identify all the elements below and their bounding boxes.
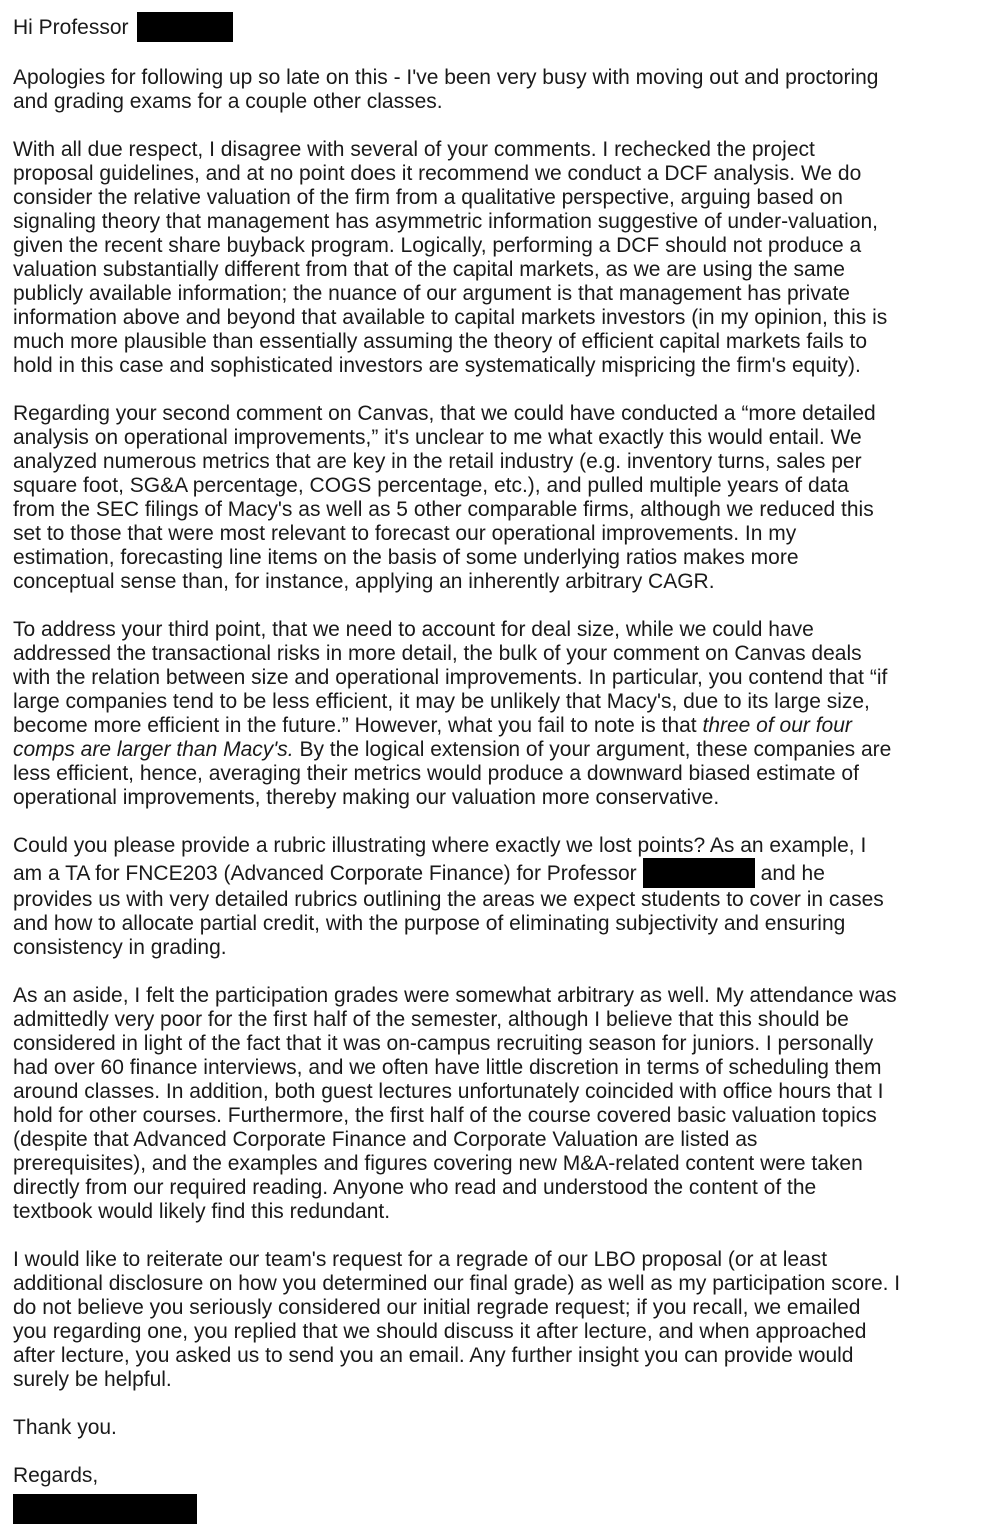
italic-text: comps are larger than Macy's.	[13, 738, 294, 761]
text-line: conceptual sense than, for instance, applying an inherently arbitrary CAGR.	[13, 570, 715, 593]
text-line: prerequisites), and the examples and figures covering new M&A-related content were taken	[13, 1152, 863, 1175]
text-line	[13, 738, 993, 762]
paragraph-regrade	[13, 1248, 993, 1392]
text-line: consider the relative valuation of the firm from a qualitative perspective, arguing based on	[13, 186, 843, 209]
paragraph-deal-size	[13, 618, 993, 810]
paragraph-participation	[13, 984, 993, 1224]
text-line: publicly available information; the nuance of our argument is that management has private	[13, 282, 850, 305]
text-line: To address your third point, that we need to account for deal size, while we could have	[13, 618, 814, 641]
text-line: large companies tend to be less efficient, it may be unlikely that Macy's, due to its large size,	[13, 690, 870, 713]
text-line: given the recent share buyback program. Logically, performing a DCF should not produce a	[13, 234, 862, 257]
text-line: estimation, forecasting line items on the basis of some underlying ratios makes more	[13, 546, 799, 569]
text-line: and grading exams for a couple other classes.	[13, 90, 443, 113]
text-line: around classes. In addition, both guest lectures unfortunately coincided with office hours that I	[13, 1080, 884, 1103]
signature	[13, 1464, 993, 1524]
paragraph-operational	[13, 402, 993, 594]
text-run: and he	[760, 862, 825, 885]
closing	[13, 1416, 993, 1440]
text-line: signaling theory that management has asymmetric information suggestive of under-valuation,	[13, 210, 878, 233]
paragraph-rubric	[13, 834, 993, 960]
text-line: provides us with very detailed rubrics outlining the areas we expect students to cover in cases	[13, 888, 884, 911]
text-line: you regarding one, you replied that we should discuss it after lecture, and when approached	[13, 1320, 867, 1343]
text-line: information above and beyond that available to capital markets investors (in my opinion, this is	[13, 306, 888, 329]
text-line: hold in this case and sophisticated investors are systematically mispricing the firm's equity).	[13, 354, 861, 377]
text-line: with the relation between size and operational improvements. In particular, you contend that “if	[13, 666, 888, 689]
redacted-professor-name	[137, 12, 233, 42]
text-line: square foot, SG&A percentage, COGS percentage, etc.), and pulled multiple years of data	[13, 474, 849, 497]
text-line: considered in light of the fact that it was on-campus recruiting season for juniors. I personally	[13, 1032, 874, 1055]
text-line: analyzed numerous metrics that are key in the retail industry (e.g. inventory turns, sales per	[13, 450, 862, 473]
text-line: additional disclosure on how you determined our final grade) as well as my participation score. I	[13, 1272, 901, 1295]
greeting-text: Hi Professor	[13, 16, 129, 39]
text-line: textbook would likely find this redundant.	[13, 1200, 391, 1223]
text-line: proposal guidelines, and at no point does it recommend we conduct a DCF analysis. We do	[13, 162, 862, 185]
text-line	[13, 858, 993, 888]
text-line: valuation substantially different from that of the capital markets, as we are using the same	[13, 258, 845, 281]
text-run: By the logical extension of your argument, these companies are	[293, 738, 892, 761]
text-line: Could you please provide a rubric illustrating where exactly we lost points? As an example, I	[13, 834, 867, 857]
text-line: much more plausible than essentially assuming the theory of efficient capital markets fails to	[13, 330, 868, 353]
text-line: analysis on operational improvements,” it's unclear to me what exactly this would entail. We	[13, 426, 862, 449]
regards-text: Regards,	[13, 1464, 99, 1487]
text-line: surely be helpful.	[13, 1368, 172, 1391]
thanks-text: Thank you.	[13, 1416, 117, 1439]
greeting	[13, 12, 993, 42]
text-line: had over 60 finance interviews, and we often have little discretion in terms of scheduling them	[13, 1056, 882, 1079]
text-run: become more efficient in the future.” However, what you fail to note is that	[13, 714, 703, 737]
text-line: Apologies for following up so late on this - I've been very busy with moving out and proctoring	[13, 66, 879, 89]
text-line: set to those that were most relevant to forecast our operational improvements. In my	[13, 522, 797, 545]
text-run: am a TA for FNCE203 (Advanced Corporate Finance) for Professor	[13, 862, 637, 885]
paragraph-dcf	[13, 138, 993, 378]
text-line: consistency in grading.	[13, 936, 227, 959]
text-line: directly from our required reading. Anyone who read and understood the content of the	[13, 1176, 817, 1199]
text-line: Regarding your second comment on Canvas, that we could have conducted a “more detailed	[13, 402, 876, 425]
redacted-professor-name	[643, 858, 755, 888]
text-line: and how to allocate partial credit, with the purpose of eliminating subjectivity and ensuring	[13, 912, 846, 935]
text-line: after lecture, you asked us to send you an email. Any further insight you can provide would	[13, 1344, 854, 1367]
paragraph-apology	[13, 66, 993, 114]
text-line: hold for other courses. Furthermore, the first half of the course covered basic valuation topics	[13, 1104, 877, 1127]
text-line: admittedly very poor for the first half of the semester, although I believe that this should be	[13, 1008, 849, 1031]
text-line: With all due respect, I disagree with several of your comments. I rechecked the project	[13, 138, 815, 161]
text-line: less efficient, hence, averaging their metrics would produce a downward biased estimate of	[13, 762, 859, 785]
text-line: from the SEC filings of Macy's as well as 5 other comparable firms, although we reduced this	[13, 498, 874, 521]
text-line: operational improvements, thereby making our valuation more conservative.	[13, 786, 720, 809]
redacted-sender-name	[13, 1494, 197, 1524]
text-line: addressed the transactional risks in more detail, the bulk of your comment on Canvas deals	[13, 642, 862, 665]
text-line: I would like to reiterate our team's request for a regrade of our LBO proposal (or at least	[13, 1248, 828, 1271]
italic-text: three of our four	[702, 714, 852, 737]
text-line: As an aside, I felt the participation grades were somewhat arbitrary as well. My attendance was	[13, 984, 897, 1007]
text-line	[13, 714, 993, 738]
text-line: do not believe you seriously considered our initial regrade request; if you recall, we emailed	[13, 1296, 861, 1319]
text-line: (despite that Advanced Corporate Finance and Corporate Valuation are listed as	[13, 1128, 758, 1151]
